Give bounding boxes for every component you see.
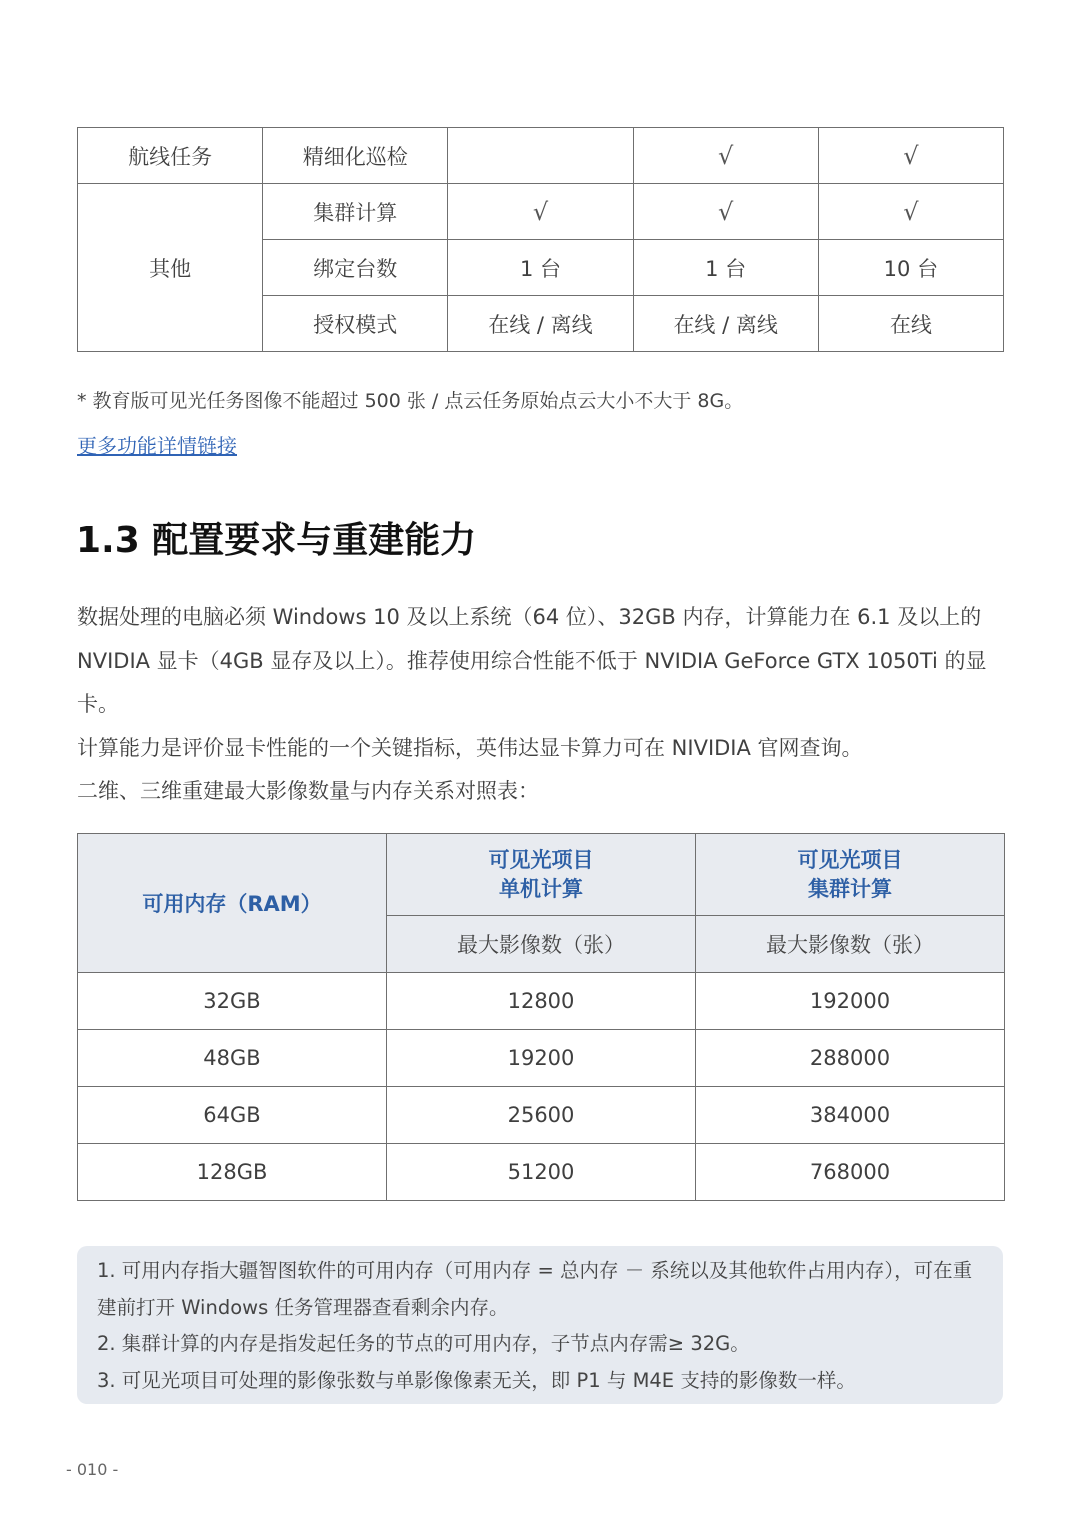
note-item: 1. 可用内存指大疆智图软件的可用内存（可用内存 = 总内存 － 系统以及其他软件占用内存），可在重建前打开 Windows 任务管理器查看剩余内存。 [97,1259,973,1319]
feature-cell: 绑定台数 [263,240,448,296]
table-row [78,1144,1005,1201]
header-cluster-line1: 可见光项目 [797,847,903,872]
header-ram: 可用内存（RAM） [78,834,387,973]
notes-box [77,1246,1003,1404]
note-item: 2. 集群计算的内存是指发起任务的节点的可用内存，子节点内存需≥ 32G。 [97,1332,750,1355]
header-cluster-line2: 集群计算 [808,876,892,901]
header-single-line1: 可见光项目 [488,847,594,872]
ram-cell: 48GB [78,1030,387,1087]
footnote: * 教育版可见光任务图像不能超过 500 张 / 点云任务原始点云大小不大于 8G。 [77,390,744,412]
value-cell: 在线 [818,296,1003,352]
ram-cell: 64GB [78,1087,387,1144]
value-cell: 在线 / 离线 [448,296,633,352]
table-row [78,184,1004,240]
table-intro-paragraph: 二维、三维重建最大影像数量与内存关系对照表： [77,779,539,803]
table-row [78,973,1005,1030]
single-cell: 51200 [387,1144,696,1201]
table-row [78,1087,1005,1144]
value-cell: 1 台 [633,240,818,296]
page-number: - 010 - [66,1460,119,1479]
feature-table [77,127,1004,352]
check-cell: √ [818,128,1003,184]
value-cell: 在线 / 离线 [633,296,818,352]
value-cell [448,128,633,184]
cluster-cell: 384000 [696,1087,1005,1144]
requirements-paragraph: 数据处理的电脑必须 Windows 10 及以上系统（64 位）、32GB 内存，计算能力在 6.1 及以上的 NVIDIA 显卡（4GB 显存及以上）。推荐使用综合性能不低于 NVIDIA GeForce GTX 1050Ti 的显卡。 [77,605,987,716]
header-cluster [696,834,1005,916]
memory-table [77,833,1005,1201]
category-cell: 航线任务 [78,128,263,184]
ram-cell: 128GB [78,1144,387,1201]
value-cell: 10 台 [818,240,1003,296]
value-cell: 1 台 [448,240,633,296]
feature-cell: 集群计算 [263,184,448,240]
cluster-cell: 768000 [696,1144,1005,1201]
header-single [387,834,696,916]
check-cell: √ [633,184,818,240]
ram-cell: 32GB [78,973,387,1030]
more-features-link[interactable]: 更多功能详情链接 [77,434,237,458]
check-cell: √ [448,184,633,240]
check-cell: √ [818,184,1003,240]
feature-cell: 授权模式 [263,296,448,352]
table-header-row [78,834,1005,916]
section-heading: 1.3 配置要求与重建能力 [76,520,477,561]
table-row [78,1030,1005,1087]
cluster-cell: 288000 [696,1030,1005,1087]
compute-capability-paragraph: 计算能力是评价显卡性能的一个关键指标，英伟达显卡算力可在 NIVIDIA 官网查询。 [77,736,863,760]
header-single-line2: 单机计算 [499,876,583,901]
single-cell: 19200 [387,1030,696,1087]
check-cell: √ [633,128,818,184]
cluster-cell: 192000 [696,973,1005,1030]
single-cell: 25600 [387,1087,696,1144]
table-row [78,128,1004,184]
subheader-single: 最大影像数（张） [387,916,696,973]
single-cell: 12800 [387,973,696,1030]
note-item: 3. 可见光项目可处理的影像张数与单影像像素无关，即 P1 与 M4E 支持的影像数一样。 [97,1368,856,1392]
category-cell: 其他 [78,184,263,352]
subheader-cluster: 最大影像数（张） [696,916,1005,973]
feature-cell: 精细化巡检 [263,128,448,184]
